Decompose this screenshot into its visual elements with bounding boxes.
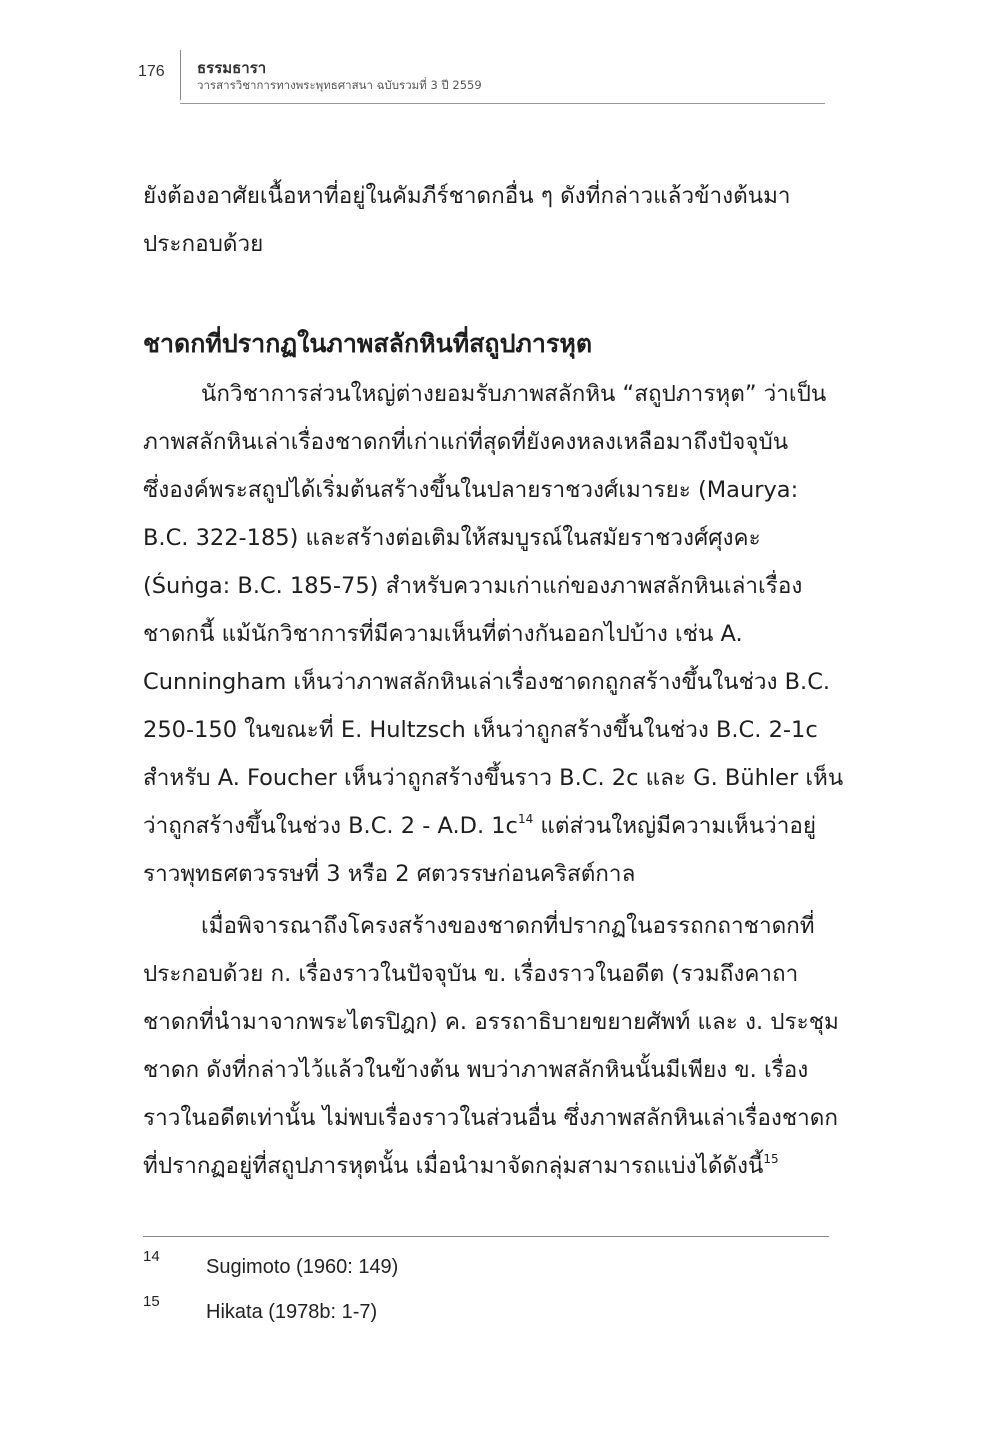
main-content — [143, 172, 844, 1190]
text-segment: แต่ส่วนใหญ่มีความเห็นว่าอยู่ — [533, 813, 817, 839]
text-line: 250-150 ในขณะที่ E. Hultzsch เห็นว่าถูกสร้างขึ้นในช่วง B.C. 2-1c — [143, 717, 818, 743]
text-line: ประกอบด้วย ก. เรื่องราวในปัจจุบัน ข. เรื่องราวในอดีต (รวมถึงคาถา — [143, 961, 799, 987]
footnote-ref-15[interactable]: 15 — [763, 1152, 779, 1166]
footnote-ref-14[interactable]: 14 — [517, 812, 534, 826]
text-line: ประกอบด้วย — [143, 231, 264, 257]
text-line: เมื่อพิจารณาถึงโครงสร้างของชาดกที่ปรากฏในอรรถกถาชาดกที่ — [201, 913, 815, 939]
paragraph-bharhut-dating — [143, 370, 844, 898]
text-line — [143, 1142, 829, 1190]
intro-paragraph — [143, 172, 829, 268]
journal-title: ธรรมธารา — [197, 59, 267, 77]
header-divider-vertical — [180, 50, 181, 100]
text-line: ชาดกนี้ แม้นักวิชาการที่มีความเห็นที่ต่างกันออกไปบ้าง เช่น A. — [143, 621, 743, 647]
footnote-divider — [143, 1236, 829, 1237]
text-segment: ที่ปรากฏอยู่ที่สถูปภารหุตนั้น เมื่อนำมาจัดกลุ่มสามารถแบ่งได้ดังนี้ — [143, 1153, 764, 1179]
text-line: ราวในอดีตเท่านั้น ไม่พบเรื่องราวในส่วนอื่น ซึ่งภาพสลักหินเล่าเรื่องชาดก — [143, 1105, 839, 1131]
text-line: ชาดก ดังที่กล่าวไว้แล้วในข้างต้น พบว่าภาพสลักหินนั้นมีเพียง ข. เรื่อง — [143, 1057, 809, 1083]
page-number: 176 — [138, 63, 165, 80]
section-heading: ชาดกที่ปรากฏในภาพสลักหินที่สถูปภารหุต — [143, 329, 593, 358]
text-line: Cunningham เห็นว่าภาพสลักหินเล่าเรื่องชาดกถูกสร้างขึ้นในช่วง B.C. — [143, 669, 831, 695]
paragraph-jataka-structure — [143, 902, 839, 1190]
footnote-number: 15 — [143, 1293, 160, 1310]
journal-subtitle: วารสารวิชาการทางพระพุทธศาสนา ฉบับรวมที่ 3 ปี 2559 — [197, 78, 482, 92]
text-line: ยังต้องอาศัยเนื้อหาที่อยู่ในคัมภีร์ชาดกอื่น ๆ ดังที่กล่าวแล้วข้างต้นมา — [143, 183, 791, 209]
footnote-text: Hikata (1978b: 1-7) — [206, 1301, 378, 1323]
text-line: ซึ่งองค์พระสถูปได้เริ่มต้นสร้างขึ้นในปลายราชวงศ์เมารยะ (Maurya: — [143, 477, 799, 503]
footnote-number: 14 — [143, 1248, 160, 1265]
page-header — [0, 0, 1000, 108]
text-line: B.C. 322-185) และสร้างต่อเติมให้สมบูรณ์ในสมัยราชวงศ์ศุงคะ — [143, 525, 761, 551]
text-line — [143, 802, 829, 850]
text-line: นักวิชาการส่วนใหญ่ต่างยอมรับภาพสลักหิน “สถูปภารหุต” ว่าเป็น — [201, 381, 827, 407]
text-line: (Śuṅga: B.C. 185-75) สำหรับความเก่าแก่ของภาพสลักหินเล่าเรื่อง — [143, 573, 803, 599]
text-line: ภาพสลักหินเล่าเรื่องชาดกที่เก่าแก่ที่สุดที่ยังคงหลงเหลือมาถึงปัจจุบัน — [143, 429, 789, 455]
text-segment: ว่าถูกสร้างขึ้นในช่วง B.C. 2 - A.D. 1c — [143, 813, 518, 839]
footnote-text: Sugimoto (1960: 149) — [206, 1256, 399, 1278]
text-line: สำหรับ A. Foucher เห็นว่าถูกสร้างขึ้นราว B.C. 2c และ G. Bühler เห็น — [143, 765, 844, 791]
header-divider-horizontal — [180, 103, 825, 104]
text-line: ชาดกที่นำมาจากพระไตรปิฎก) ค. อรรถาธิบายขยายศัพท์ และ ง. ประชุม — [143, 1009, 839, 1035]
text-line: ราวพุทธศตวรรษที่ 3 หรือ 2 ศตวรรษก่อนคริสต์กาล — [143, 861, 636, 887]
